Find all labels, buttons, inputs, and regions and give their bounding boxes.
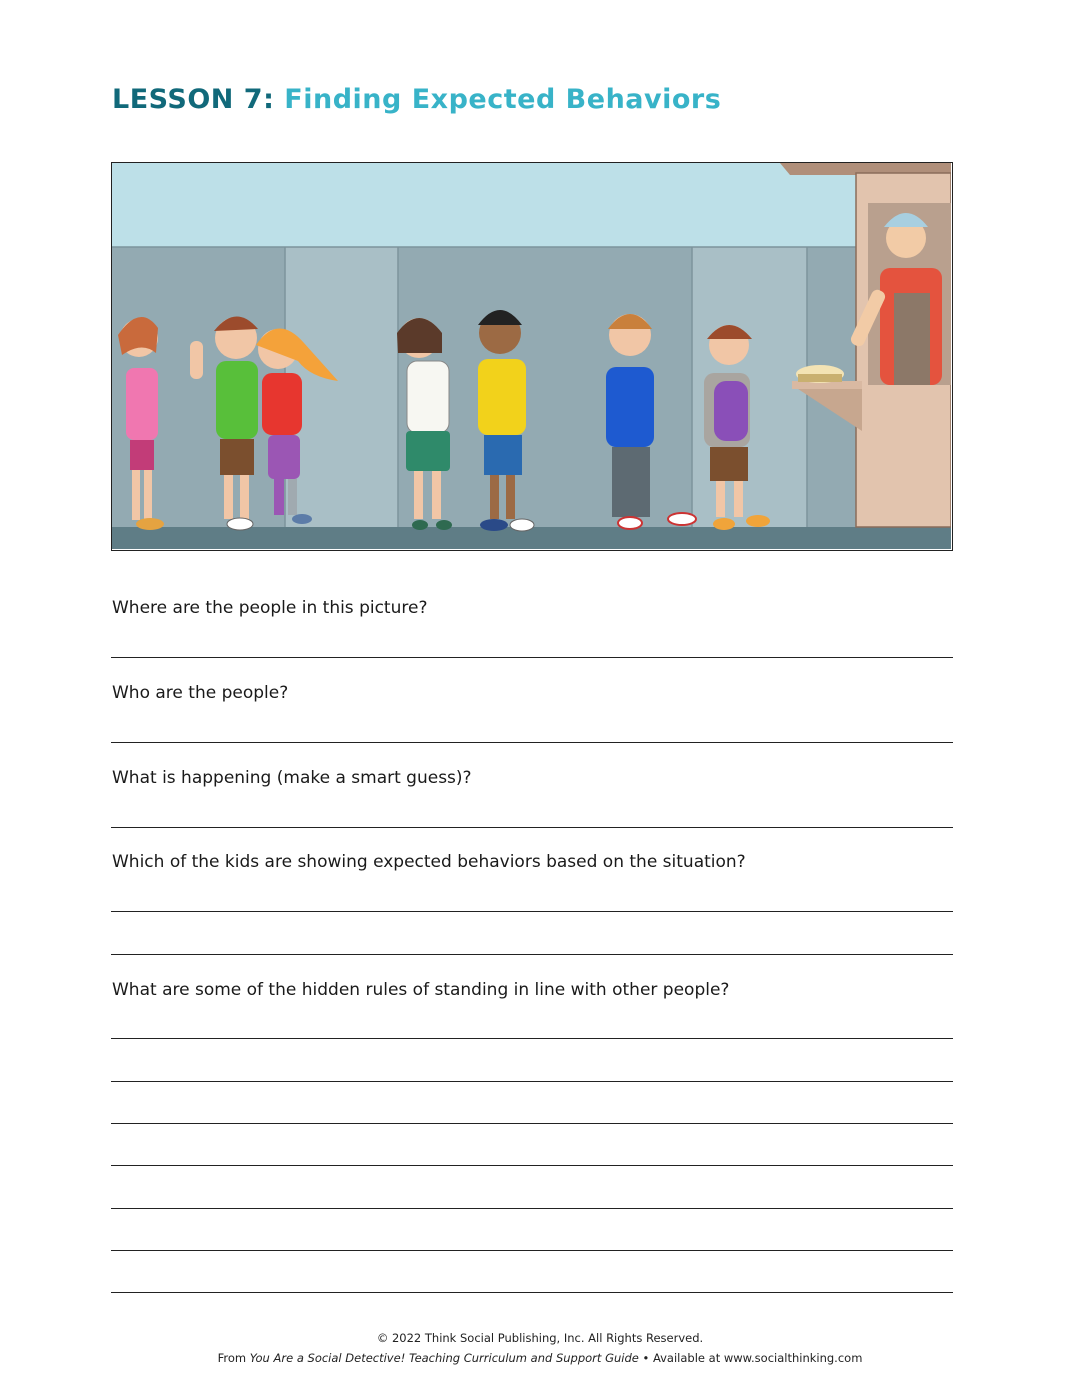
lesson-title: Finding Expected Behaviors [284, 84, 722, 115]
question-3: What is happening (make a smart guess)? [112, 768, 472, 788]
answer-line-q5-6[interactable] [111, 1250, 953, 1251]
answer-line-q2-1[interactable] [111, 742, 953, 743]
answer-line-q3-1[interactable] [111, 827, 953, 828]
answer-line-q5-2[interactable] [111, 1081, 953, 1082]
question-5: What are some of the hidden rules of standing in line with other people? [112, 980, 730, 1000]
answer-line-q5-7[interactable] [111, 1292, 953, 1293]
answer-line-q5-5[interactable] [111, 1208, 953, 1209]
lesson-label: LESSON 7: [112, 84, 275, 115]
footer-source [0, 1351, 1080, 1365]
footer-source-title: You Are a Social Detective! Teaching Curriculum and Support Guide [249, 1351, 639, 1365]
question-2: Who are the people? [112, 683, 289, 703]
footer-source-prefix: From [217, 1351, 250, 1365]
answer-line-q5-4[interactable] [111, 1165, 953, 1166]
answer-line-q4-1[interactable] [111, 911, 953, 912]
answer-line-q1-1[interactable] [111, 657, 953, 658]
lunch-line-illustration [111, 162, 953, 551]
question-1: Where are the people in this picture? [112, 598, 428, 618]
answer-line-q5-3[interactable] [111, 1123, 953, 1124]
question-4: Which of the kids are showing expected behaviors based on the situation? [112, 852, 746, 872]
page-title [112, 84, 721, 115]
footer-source-suffix: • Available at www.socialthinking.com [638, 1351, 863, 1365]
answer-line-q5-1[interactable] [111, 1038, 953, 1039]
footer-copyright: © 2022 Think Social Publishing, Inc. All Rights Reserved. [376, 1331, 704, 1345]
answer-line-q4-2[interactable] [111, 954, 953, 955]
